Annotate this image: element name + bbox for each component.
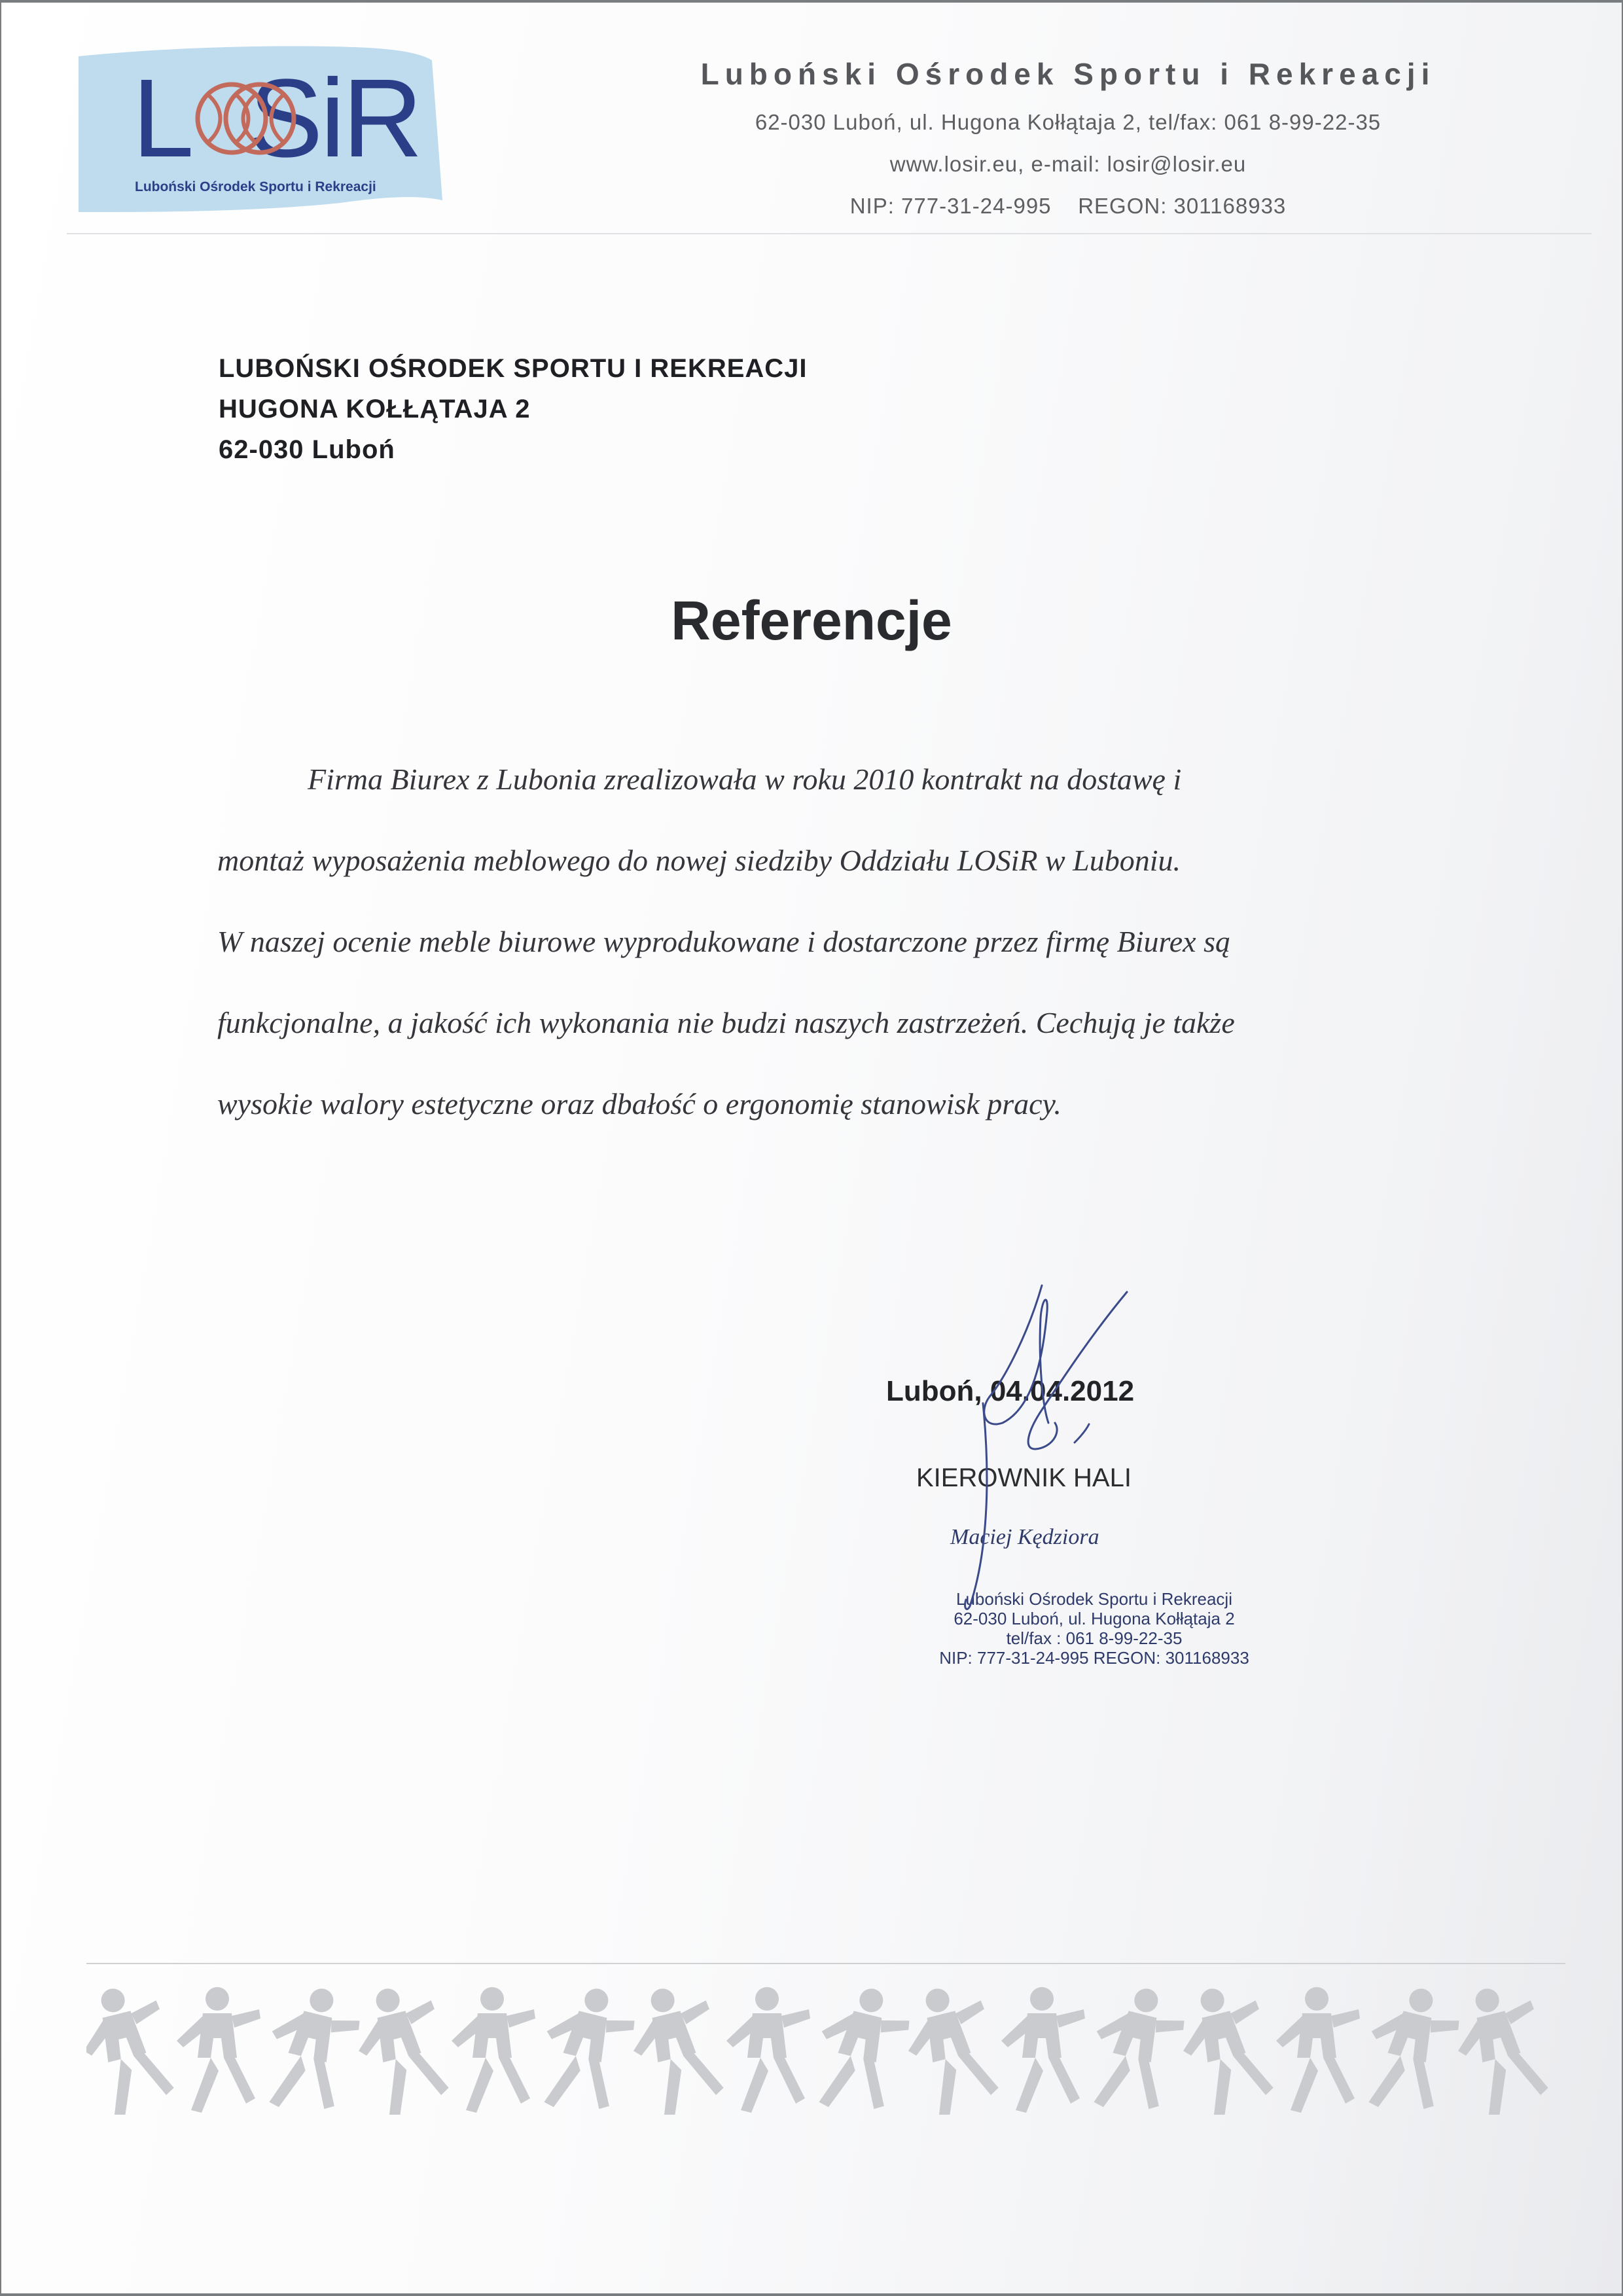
- stamp-line: 62-030 Luboń, ul. Hugona Kołłątaja 2: [954, 1609, 1235, 1628]
- athlete-silhouette: [620, 1979, 732, 2121]
- letter-page: [1, 3, 1622, 2293]
- signer-position: KIEROWNIK HALI: [916, 1463, 1132, 1492]
- recipient-line: LUBOŃSKI OŚRODEK SPORTU I REKREACJI: [219, 354, 808, 383]
- tennis-ball-icon: [221, 80, 247, 157]
- recipient-address: [219, 348, 808, 470]
- footer-divider: [86, 1963, 1565, 1964]
- place-and-date: Luboń, 04.04.2012: [886, 1375, 1135, 1407]
- letter-body: [217, 762, 1461, 1168]
- letterhead-web-mail: www.losir.eu, e-mail: losir@losir.eu: [889, 152, 1247, 176]
- athlete-silhouette: [452, 1987, 535, 2113]
- athlete-silhouette: [1001, 1987, 1085, 2113]
- logo-tagline: Luboński Ośrodek Sportu i Rekreacji: [135, 179, 376, 194]
- athlete-silhouette: [529, 1979, 641, 2121]
- stamp-line: Luboński Ośrodek Sportu i Rekreacji: [956, 1589, 1232, 1609]
- recipient-line: HUGONA KOŁŁĄTAJA 2: [219, 395, 531, 423]
- document-title: Referencje: [671, 590, 952, 651]
- athlete-silhouette: [1354, 1979, 1466, 2121]
- losir-logo: [79, 41, 445, 217]
- athlete-silhouette: [346, 1979, 457, 2121]
- body-line: funkcjonalne, a jakość ich wykonania nie budzi naszych zastrzeżeń. Cechują je także: [217, 1006, 1235, 1039]
- letterhead-ids: NIP: 777-31-24-995 REGON: 301168933: [849, 194, 1287, 218]
- handwritten-signature: [944, 1272, 1166, 1613]
- body-line: W naszej ocenie meble biurowe wyprodukowane i dostarczone przez firmę Biurex są: [217, 925, 1230, 958]
- athlete-silhouette: [895, 1979, 1007, 2121]
- athlete-silhouette: [726, 1987, 810, 2113]
- athlete-silhouette: [1170, 1979, 1282, 2121]
- athlete-silhouette: [1079, 1979, 1191, 2121]
- stamp-line: tel/fax : 061 8-99-22-35: [1006, 1628, 1183, 1648]
- body-line: wysokie walory estetyczne oraz dbałość o ergonomię stanowisk pracy.: [217, 1087, 1061, 1121]
- recipient-line: 62-030 Luboń: [219, 435, 395, 464]
- body-line: Firma Biurex z Lubonia zrealizowała w roku 2010 kontrakt na dostawę i: [308, 762, 1182, 796]
- athlete-silhouette: [804, 1979, 916, 2121]
- athlete-silhouette: [177, 1987, 260, 2113]
- tennis-ball-icon: [193, 80, 219, 157]
- athlete-silhouette: [1276, 1987, 1360, 2113]
- logo-mark: L SiR: [132, 56, 420, 181]
- letterhead-org-name: Luboński Ośrodek Sportu i Rekreacji: [700, 57, 1436, 91]
- header-divider: [67, 233, 1592, 234]
- letterhead-address: 62-030 Luboń, ul. Hugona Kołłątaja 2, tel/fax: 061 8-99-22-35: [755, 110, 1382, 134]
- athlete-silhouette: [1445, 1979, 1557, 2121]
- stamp-line: NIP: 777-31-24-995 REGON: 301168933: [939, 1648, 1249, 1668]
- athlete-silhouette: [86, 1979, 183, 2121]
- body-line: montaż wyposażenia meblowego do nowej siedziby Oddziału LOSiR w Luboniu.: [217, 844, 1181, 877]
- signer-name-stamp: Maciej Kędziora: [950, 1525, 1099, 1549]
- letterhead-info: [630, 56, 1507, 219]
- athlete-silhouette: [255, 1979, 366, 2121]
- sport-silhouettes-footer: [86, 1973, 1565, 2130]
